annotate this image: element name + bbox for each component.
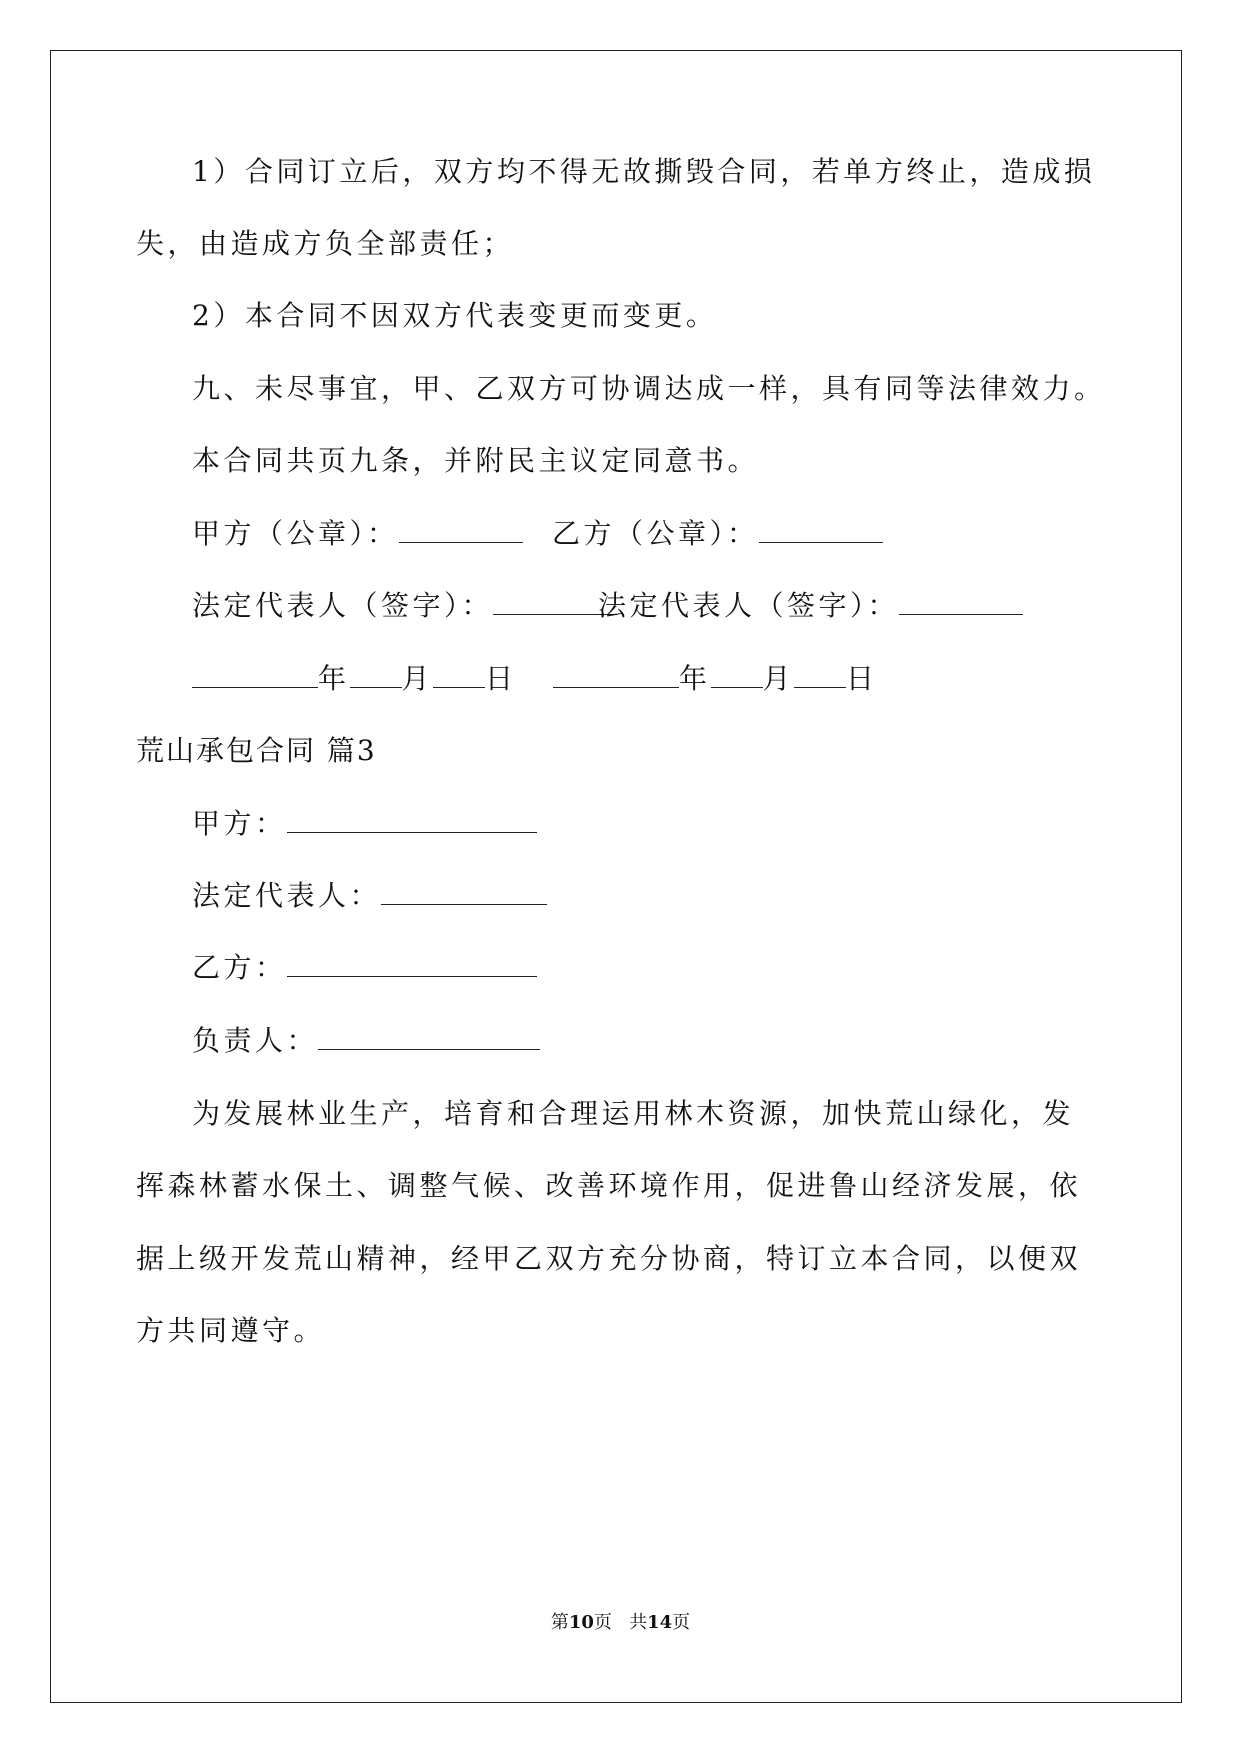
responsible-label: 负责人： (192, 1024, 319, 1057)
paragraph-line: 本合同共页九条，并附民主议定同意书。 (192, 444, 760, 477)
page-footer (0, 1611, 1241, 1635)
legal-rep-line (192, 878, 547, 914)
page-total: 14 (647, 1612, 673, 1633)
year-blank (553, 661, 679, 688)
paragraph-line: 方共同遵守。 (136, 1314, 326, 1347)
party-b-blank (287, 950, 537, 977)
month-blank (711, 661, 763, 688)
year-label: 年 (679, 662, 711, 695)
day-label: 日 (485, 662, 517, 695)
party-b-line (192, 950, 537, 986)
total-suffix: 页 (672, 1612, 691, 1633)
seal-line (552, 516, 883, 552)
day-label: 日 (846, 662, 878, 695)
month-label: 月 (762, 662, 795, 695)
section-heading: 荒山承包合同 篇3 (136, 734, 377, 767)
legal-rep-blank (381, 878, 547, 905)
party-a-blank (287, 806, 537, 833)
party-a-line (192, 806, 537, 842)
year-blank (192, 661, 318, 688)
paragraph-line: 失，由造成方负全部责任； (136, 227, 515, 260)
responsible-blank (318, 1023, 540, 1050)
paragraph-line: 九、未尽事宜，甲、乙双方可协调达成一样，具有同等法律效力。 (192, 372, 1106, 405)
day-blank (433, 661, 485, 688)
seal-line (192, 516, 523, 552)
paragraph-line: 为发展林业生产，培育和合理运用林木资源，加快荒山绿化，发 (192, 1097, 1075, 1130)
year-label: 年 (318, 662, 350, 695)
legal-rep-b-label: 法定代表人（签字）： (598, 589, 900, 622)
party-a-label: 甲方： (192, 807, 287, 840)
paragraph-line: 2）本合同不因双方代表变更而变更。 (192, 299, 718, 332)
legal-rep-line (598, 588, 1023, 624)
date-line-a (192, 661, 517, 697)
paragraph-line: 1）合同订立后，双方均不得无故撕毁合同，若单方终止，造成损 (192, 155, 1096, 188)
month-label: 月 (401, 662, 434, 695)
legal-rep-line (192, 588, 617, 624)
total-prefix: 共 (629, 1612, 648, 1633)
paragraph-line: 据上级开发荒山精神，经甲乙双方充分协商，特订立本合同，以便双 (136, 1242, 1082, 1275)
legal-rep-b-blank (899, 588, 1023, 615)
page-prefix: 第 (550, 1612, 569, 1633)
page-current: 10 (568, 1612, 594, 1633)
party-a-seal-label: 甲方（公章）： (192, 517, 399, 550)
responsible-line (192, 1023, 540, 1059)
party-b-label: 乙方： (192, 951, 287, 984)
legal-rep-a-label: 法定代表人（签字）： (192, 589, 494, 622)
page-suffix: 页 (593, 1612, 612, 1633)
party-b-seal-blank (759, 516, 883, 543)
party-a-seal-blank (399, 516, 523, 543)
day-blank (794, 661, 846, 688)
paragraph-line: 挥森林蓄水保土、调整气候、改善环境作用，促进鲁山经济发展，依 (136, 1169, 1082, 1202)
legal-rep-label: 法定代表人： (192, 879, 382, 912)
month-blank (350, 661, 402, 688)
party-b-seal-label: 乙方（公章）： (552, 517, 759, 550)
date-line-b (553, 661, 878, 697)
